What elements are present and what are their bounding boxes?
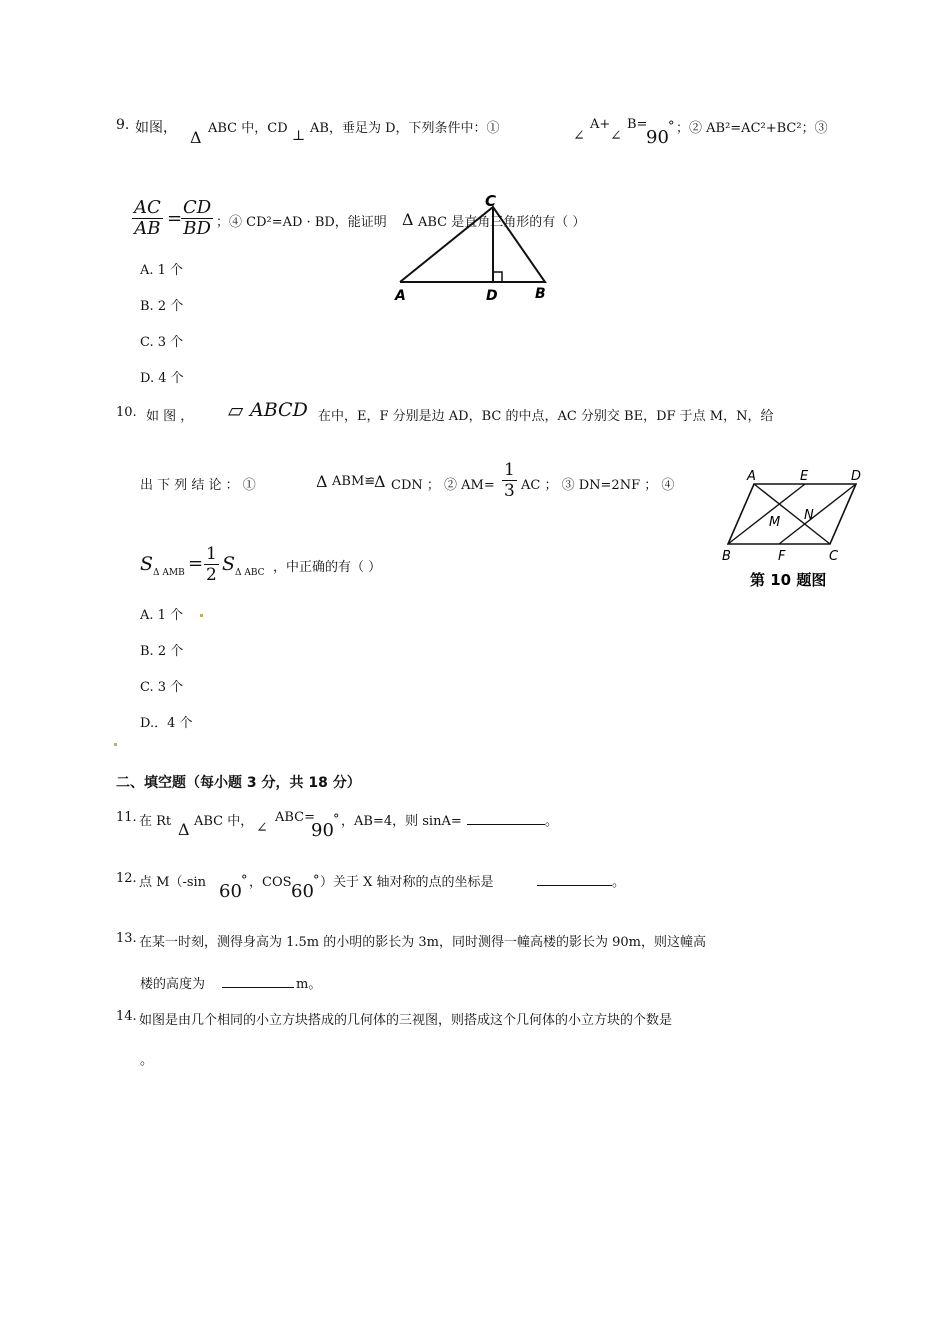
q10-text-line3-end: ，中正确的有（ ） [273,560,382,575]
q10-label-b: B [722,549,731,564]
q9-frac2-denominator: BD [183,218,211,239]
q9-text-e: B= [627,117,648,132]
q10-label-c: C [829,549,839,564]
q10-fraction-one-half [204,544,219,585]
q9-text-d: A+ [590,117,611,132]
q10-s2-subscript: Δ ABC [235,568,265,578]
q11-triangle-symbol: Δ [178,820,190,839]
q10-frac-denominator: 3 [504,481,515,501]
q13-line1: 在某一时刻，测得身高为 1.5m 的小明的影长为 3m，同时测得一幢高楼的影长为 90m，则这幢高 [139,935,706,950]
q12-answer-blank[interactable] [537,871,612,886]
q10-frac-numerator: 1 [504,460,515,480]
q9-label-d: D [486,288,498,304]
q10-triangle-symbol-2: Δ [374,472,386,491]
q11-degree: ° [333,812,340,827]
q9-triangle-symbol: Δ [190,128,202,147]
q12-text-a: 点 M（-sin [139,875,207,890]
q10-text-line2-a: 出 下 列 结 论 ： ① [140,478,256,493]
q10-text-line2-b: ABM≌ [332,474,376,489]
q13-number: 13. [116,931,137,946]
q12-end: 。 [612,875,626,890]
q9-label-c: C [485,192,497,210]
q13-line2-b: m。 [296,977,322,992]
q10-abcd: ABCD [250,399,308,421]
q9-fraction-ac-ab [132,198,163,239]
q14-line2: 。 [140,1053,154,1068]
q10-label-f: F [778,549,786,564]
q9-triangle-figure [390,188,560,306]
q11-angle-symbol: ∠ [256,820,268,836]
q10-option-d: D.．4 个 [140,716,193,731]
q10-label-n: N [804,508,814,523]
q10-s-letter-1: S [140,553,154,575]
q10-label-d: D [851,469,862,484]
q10-s-letter-2: S [222,553,236,575]
q10-option-c: C. 3 个 [140,680,184,695]
q11-ninety: 90 [311,820,334,841]
q11-text-b: ABC 中， [194,814,254,829]
q10-figure-caption: 第 10 题图 [750,571,827,589]
q10-text-b: 在中，E，F 分别是边 AD，BC 的中点，AC 分别交 BE，DF 于点 M，N，给 [318,409,774,424]
q9-number: 9. [116,117,130,133]
q10-text-a: 如 图 ， [146,409,194,424]
q10-option-b: B. 2 个 [140,644,184,659]
q9-text-f: ；② AB²=AC²+BC²；③ [676,121,828,136]
q11-text-d: ，AB=4，则 sinA= [341,814,462,829]
q11-text-c: ABC= [275,810,316,825]
q11-text-a: 在 Rt [139,814,172,829]
q9-text-b: ABC 中，CD [208,121,288,136]
q10-label-m: M [769,515,781,530]
q9-option-b: B. 2 个 [140,299,184,314]
q12-degree-2: ° [313,873,320,888]
q9-text-a: 如图， [135,120,177,136]
section-2-heading: 二、填空题（每小题 3 分，共 18 分） [116,775,361,791]
q11-number: 11. [116,810,137,825]
q10-label-e: E [800,469,809,484]
q9-triangle-symbol-2: Δ [402,210,414,229]
q10-number: 10. [116,405,137,420]
q9-frac2-numerator: CD [183,197,212,218]
q14-number: 14. [116,1009,137,1024]
q9-angle-symbol-2: ∠ [610,128,622,144]
q10-s1-subscript: Δ AMB [153,568,185,578]
q11-answer-blank[interactable] [467,810,545,825]
q10-label-a: A [747,469,756,484]
q9-option-a: A. 1 个 [140,263,184,278]
q9-angle-symbol-1: ∠ [573,128,585,144]
q9-fraction-cd-bd [181,198,213,239]
q10-triangle-symbol-1: Δ [316,472,328,491]
q10-half-denominator: 2 [206,565,217,585]
q9-label-b: B [535,286,546,302]
q9-frac1-denominator: AB [134,218,161,239]
q9-text-line2-b: ；④ CD²=AD · BD，能证明 [216,215,387,230]
q12-number: 12. [116,871,137,886]
q10-text-line2-c: CDN ； ② AM= [391,478,495,493]
q12-degree-1: ° [241,873,248,888]
q9-equals: = [167,208,183,229]
q12-text-b: ，COS [249,875,292,890]
q11-end: 。 [545,814,559,829]
q13-answer-blank[interactable] [222,973,294,988]
q9-perp-symbol: ⊥ [292,128,306,144]
q10-option-a: A. 1 个 [140,608,184,623]
q10-equals: = [188,553,204,574]
q9-text-c: AB，垂足为 D，下列条件中：① [310,121,500,136]
q9-label-a: A [395,288,406,304]
q9-option-d: D. 4 个 [140,371,184,386]
q9-text-line2-c: ABC 是直角三角形的有（ ） [418,215,586,230]
q9-frac1-numerator: AC [134,197,161,218]
q9-ninety: 90 [646,127,669,148]
q13-line2-a: 楼的高度为 [140,977,206,992]
q14-line1: 如图是由几个相同的小立方块搭成的几何体的三视图，则搭成这个几何体的小立方块的个数是 [139,1013,673,1028]
q10-half-numerator: 1 [206,544,217,564]
q12-text-c: ）关于 X 轴对称的点的坐标是 [320,875,494,890]
stray-mark-1 [200,614,203,617]
q10-fraction-one-third [502,460,517,501]
q9-option-c: C. 3 个 [140,335,184,350]
q10-text-line2-d: AC ； ③ DN=2NF ； ④ [521,478,675,493]
q12-sixty-2: 60 [291,881,314,902]
stray-mark-2 [114,743,117,746]
q12-sixty-1: 60 [219,881,242,902]
q10-parallelogram-symbol: ▱ [228,398,244,422]
q9-degree: ° [668,119,675,134]
q10-parallelogram-figure [718,464,868,590]
